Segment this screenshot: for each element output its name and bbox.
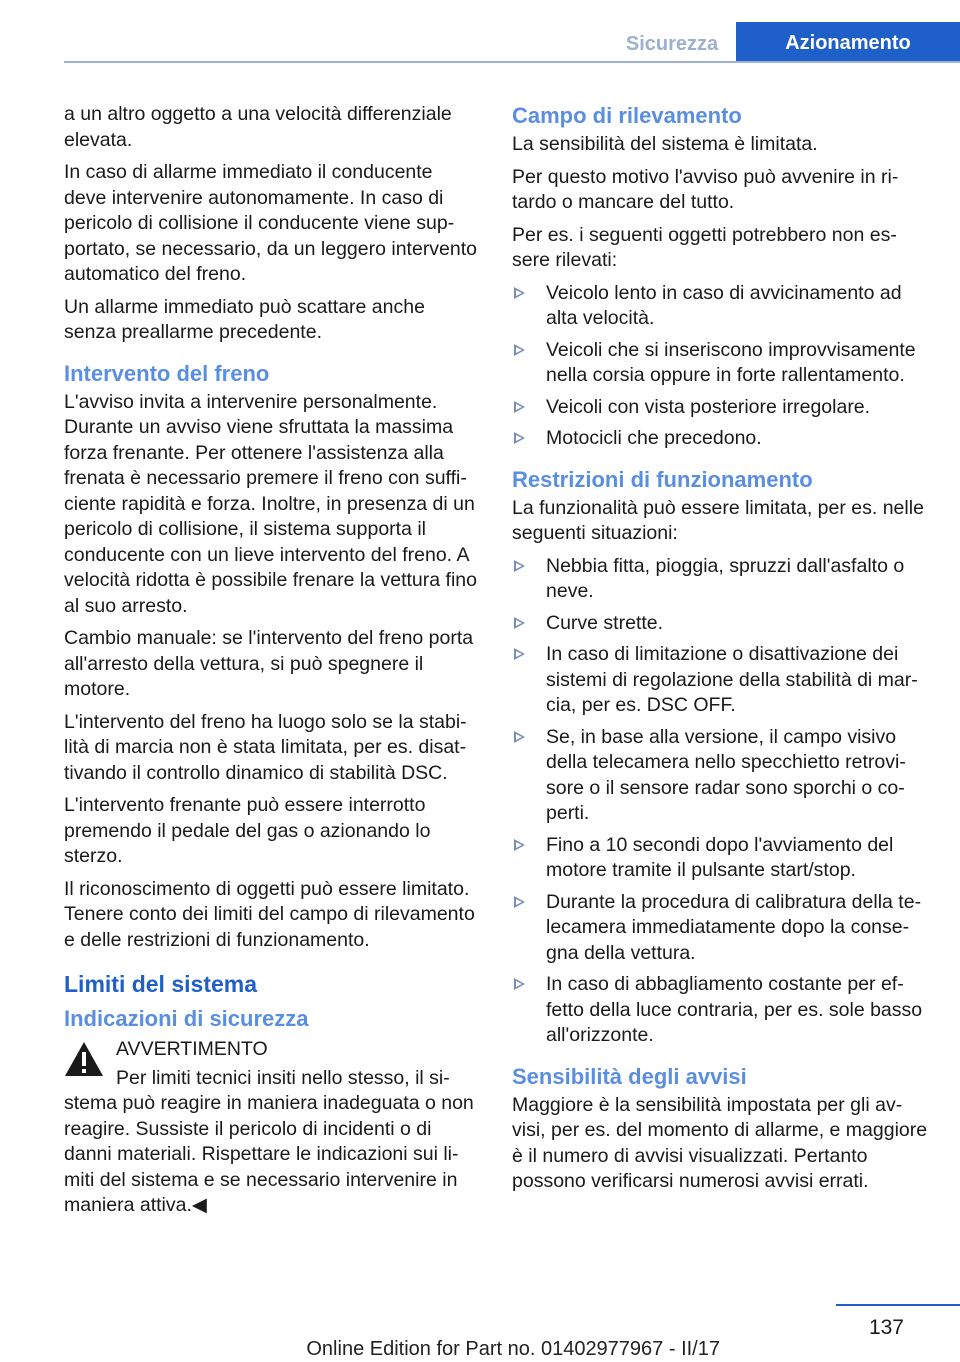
triangle-bullet-icon (514, 432, 525, 444)
list-item: Veicolo lento in caso di avvicinamento ad alta velocità. (512, 281, 928, 332)
heading-restrizioni: Restrizioni di funzionamento (512, 466, 813, 492)
list-item: Durante la procedura di calibratura della telecamera immediatamente dopo la consegna della vettura. (512, 890, 928, 967)
paragraph: La sensibilità del sistema è limitata. (512, 133, 818, 155)
paragraph: a un altro oggetto a una velocità differenziale elevata. (64, 103, 452, 151)
paragraph: La funzionalità può essere limitata, per es. nelle seguenti situazioni: (512, 496, 924, 544)
triangle-bullet-icon (514, 648, 525, 660)
triangle-bullet-icon (514, 731, 525, 743)
header-rule (64, 61, 960, 63)
warning-box (64, 1037, 480, 1219)
right-column (512, 102, 928, 1202)
paragraph: L'intervento frenante può essere interrotto premendo il pedale del gas o azionando lo sterzo. (64, 794, 431, 867)
warning-title: AVVERTIMENTO (116, 1038, 268, 1060)
list-item: In caso di abbagliamento costante per effetto della luce contraria, per es. sole basso all'orizzonte. (512, 972, 928, 1049)
list-item: Motocicli che precedono. (512, 426, 928, 452)
heading-indicazioni-sicurezza: Indicazioni di sicurezza (64, 1006, 309, 1031)
triangle-bullet-icon (514, 287, 525, 299)
paragraph: Un allarme immediato può scattare anche senza preallarme precedente. (64, 295, 425, 343)
triangle-bullet-icon (514, 401, 525, 413)
paragraph: Il riconoscimento di oggetti può essere limitato. Tenere conto dei limiti del campo di rilevamento e delle restrizioni di funzionamento. (64, 877, 475, 951)
triangle-bullet-icon (514, 344, 525, 356)
paragraph: In caso di allarme immediato il conducente deve intervenire autonomamente. In caso di pericolo di collisione il conducente viene supportato, se necessario, da un leggero intervento automatico del freno. (64, 161, 478, 285)
page-number: 137 (868, 1316, 904, 1339)
paragraph: Per questo motivo l'avviso può avvenire in ritardo o mancare del tutto. (512, 165, 899, 213)
list-situazioni (512, 554, 928, 1049)
header-section-tab: Sicurezza (625, 33, 719, 55)
heading-intervento-freno: Intervento del freno (64, 360, 270, 386)
footer-rule (836, 1304, 960, 1306)
triangle-bullet-icon (514, 896, 525, 908)
edition-note: Online Edition for Part no. 01402977967 - II/17 (306, 1338, 720, 1360)
triangle-bullet-icon (514, 617, 525, 629)
paragraph: Cambio manuale: se l'intervento del freno porta all'arresto della vettura, si può spegnere il motore. (64, 627, 474, 700)
list-item: Fino a 10 secondi dopo l'avviamento del motore tramite il pulsante start/stop. (512, 833, 928, 884)
heading-limiti-sistema: Limiti del sistema (64, 971, 258, 997)
list-oggetti (512, 281, 928, 452)
header-active-tab: Azionamento (736, 22, 960, 62)
list-item: Se, in base alla versione, il campo visivo della telecamera nello specchietto retrovisore o il sensore radar sono sporchi o coperti. (512, 725, 928, 827)
list-item: Nebbia fitta, pioggia, spruzzi dall'asfalto o neve. (512, 554, 928, 605)
list-item: In caso di limitazione o disattivazione dei sistemi di regolazione della stabilità di marcia, per es. DSC OFF. (512, 642, 928, 719)
heading-sensibilita: Sensibilità degli avvisi (512, 1063, 747, 1089)
triangle-bullet-icon (514, 560, 525, 572)
heading-campo-rilevamento: Campo di rilevamento (512, 103, 742, 128)
triangle-bullet-icon (514, 978, 525, 990)
warning-text: Per limiti tecnici insiti nello stesso, il sistema può reagire in maniera inadeguata o non reagire. Sussiste il pericolo di incidenti o di danni materiali. Rispettare le indicazioni sui limiti del sistema e se necessario intervenire in maniera attiva.◀ (64, 1066, 474, 1216)
list-item: Veicoli che si inseriscono improvvisamente nella corsia oppure in forte rallentamento. (512, 338, 928, 389)
paragraph: L'avviso invita a intervenire personalmente. Durante un avviso viene sfruttata la massima forza frenante. Per ottenere l'assistenza alla frenata è necessario premere il freno con sufficiente rapidità e forza. Inoltre, in presenza di un pericolo di collisione, il sistema supporta il conducente con un lieve intervento del freno. A velocità ridotta è possibile frenare la vettura fino al suo arresto. (64, 390, 477, 617)
list-item: Curve strette. (512, 611, 928, 637)
triangle-bullet-icon (514, 839, 525, 851)
left-column (64, 102, 480, 1226)
list-item: Veicoli con vista posteriore irregolare. (512, 395, 928, 421)
paragraph: Per es. i seguenti oggetti potrebbero non essere rilevati: (512, 223, 897, 271)
paragraph: L'intervento del freno ha luogo solo se la stabilità di marcia non è stata limitata, per es. disattivando il controllo dinamico di stabilità DSC. (64, 710, 467, 784)
warning-triangle-icon (64, 1041, 104, 1077)
paragraph: Maggiore è la sensibilità impostata per gli avvisi, per es. del momento di allarme, e maggiore è il numero di avvisi visualizzati. Pertanto possono verificarsi numerosi avvisi errati. (512, 1093, 928, 1192)
